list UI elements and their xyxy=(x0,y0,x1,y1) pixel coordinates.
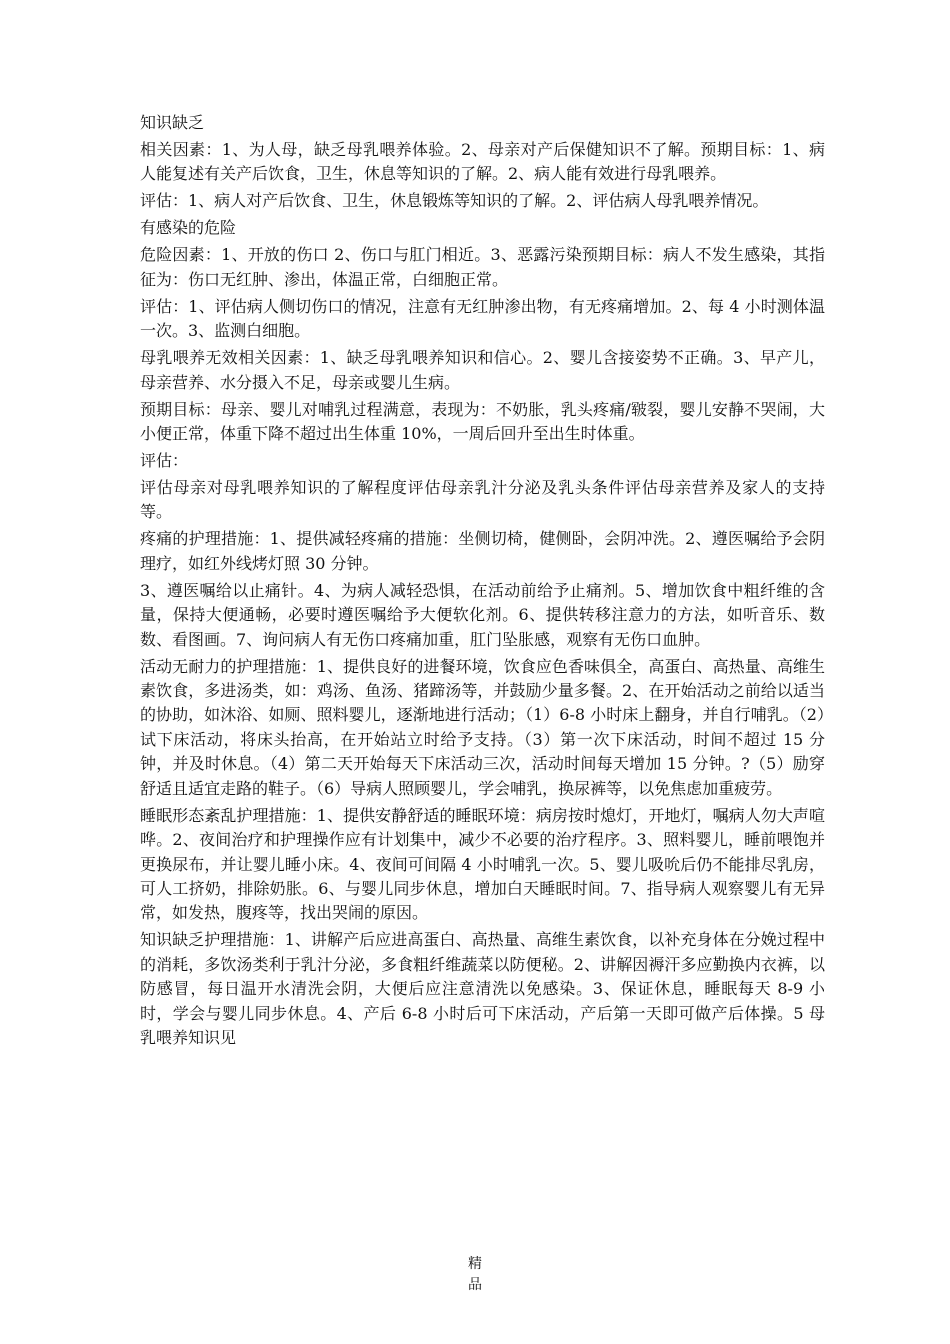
paragraph-risk-factors: 危险因素：1、开放的伤口 2、伤口与肛门相近。3、恶露污染预期目标：病人不发生感染，其指征为：伤口无红肿、渗出，体温正常，白细胞正常。 xyxy=(140,245,825,289)
document-body xyxy=(140,111,825,1053)
paragraph-knowledge-care: 知识缺乏护理措施：1、讲解产后应进高蛋白、高热量、高维生素饮食，以补充身体在分娩过程中的消耗，多饮汤类利于乳汁分泌，多食粗纤维蔬菜以防便秘。2、讲解因褥汗多应勤换内衣裤，以防感冒，每日温开水清洗会阴，大便后应注意清洗以免感染。3、保证休息，睡眠每天 8-9 小时，学会与婴儿同步休息。4、产后 6-8 小时后可下床活动，产后第一天即可做产后体操。5 母乳喂养知识见 xyxy=(140,930,825,1047)
paragraph-breastfeeding-ineffective: 母乳喂养无效相关因素：1、缺乏母乳喂养知识和信心。2、婴儿含接姿势不正确。3、早产儿，母亲营养、水分摄入不足，母亲或婴儿生病。 xyxy=(140,348,825,392)
paragraph-sleep-disturbance: 睡眠形态紊乱护理措施：1、提供安静舒适的睡眠环境：病房按时熄灯，开地灯，嘱病人勿大声喧哗。2、夜间治疗和护理操作应有计划集中，减少不必要的治疗程序。3、照料婴儿，睡前喂饱并更换尿布，并让婴儿睡小床。4、夜间可间隔 4 小时哺乳一次。5、婴儿吸吮后仍不能排尽乳房，可人工挤奶，排除奶胀。6、与婴儿同步休息，增加白天睡眠时间。7、指导病人观察婴儿有无异常，如发热，腹疼等，找出哭闹的原因。 xyxy=(140,805,825,923)
footer-line-1: 精 xyxy=(468,1256,482,1272)
paragraph-activity-intolerance: 活动无耐力的护理措施：1、提供良好的进餐环境，饮食应色香味俱全，高蛋白、高热量、高维生素饮食，多进汤类，如：鸡汤、鱼汤、猪蹄汤等，并鼓励少量多餐。2、在开始活动之前给以适当的协助，如沐浴、如厕、照料婴儿，逐渐地进行活动；（1）6-8 小时床上翻身，并自行哺乳。（2）试下床活动，将床头抬高，在开始站立时给予支持。（3）第一次下床活动，时间不超过 15 分钟，并及时休息。（4）第二天开始每天下床活动三次，活动时间每天增加 15 分钟。?（5）励穿舒适且适宜走路的鞋子。（6）导病人照顾婴儿，学会哺乳，换尿裤等，以免焦虑加重疲劳。 xyxy=(140,656,825,798)
page-footer xyxy=(0,1254,950,1296)
paragraph-pain-care: 疼痛的护理措施：1、提供减轻疼痛的措施：坐侧切椅，健侧卧，会阴冲洗。2、遵医嘱给予会阴理疗，如红外线烤灯照 30 分钟。 xyxy=(140,529,825,573)
footer-line-2: 品 xyxy=(468,1277,482,1293)
paragraph-assessment-mother: 评估母亲对母乳喂养知识的了解程度评估母亲乳汁分泌及乳头条件评估母亲营养及家人的支持等。 xyxy=(140,478,825,522)
paragraph-assessment-wound: 评估：1、评估病人侧切伤口的情况，注意有无红肿渗出物，有无疼痛增加。2、每 4 小时测体温一次。3、监测白细胞。 xyxy=(140,296,825,341)
heading-knowledge-deficit: 知识缺乏 xyxy=(140,113,205,132)
paragraph-pain-care-continued: 3、遵医嘱给以止痛针。4、为病人减轻恐惧，在活动前给予止痛剂。5、增加饮食中粗纤维的含量，保持大便通畅，必要时遵医嘱给予大便软化剂。6、提供转移注意力的方法，如听音乐、数数、看图画。7、询问病人有无伤口疼痛加重，肛门坠胀感，观察有无伤口血肿。 xyxy=(140,580,825,649)
paragraph-expected-goals: 预期目标：母亲、婴儿对哺乳过程满意，表现为：不奶胀，乳头疼痛/皲裂，婴儿安静不哭闹，大小便正常，体重下降不超过出生体重 10%，一周后回升至出生时体重。 xyxy=(140,399,825,444)
heading-assessment: 评估： xyxy=(140,451,189,471)
heading-infection-risk: 有感染的危险 xyxy=(140,218,237,238)
paragraph-assessment-knowledge: 评估：1、病人对产后饮食、卫生，休息锻炼等知识的了解。2、评估病人母乳喂养情况。 xyxy=(140,191,769,211)
paragraph-related-factors: 相关因素：1、为人母，缺乏母乳喂养体验。2、母亲对产后保健知识不了解。预期目标：1、病人能复述有关产后饮食，卫生，休息等知识的了解。2、病人能有效进行母乳喂养。 xyxy=(140,140,825,184)
